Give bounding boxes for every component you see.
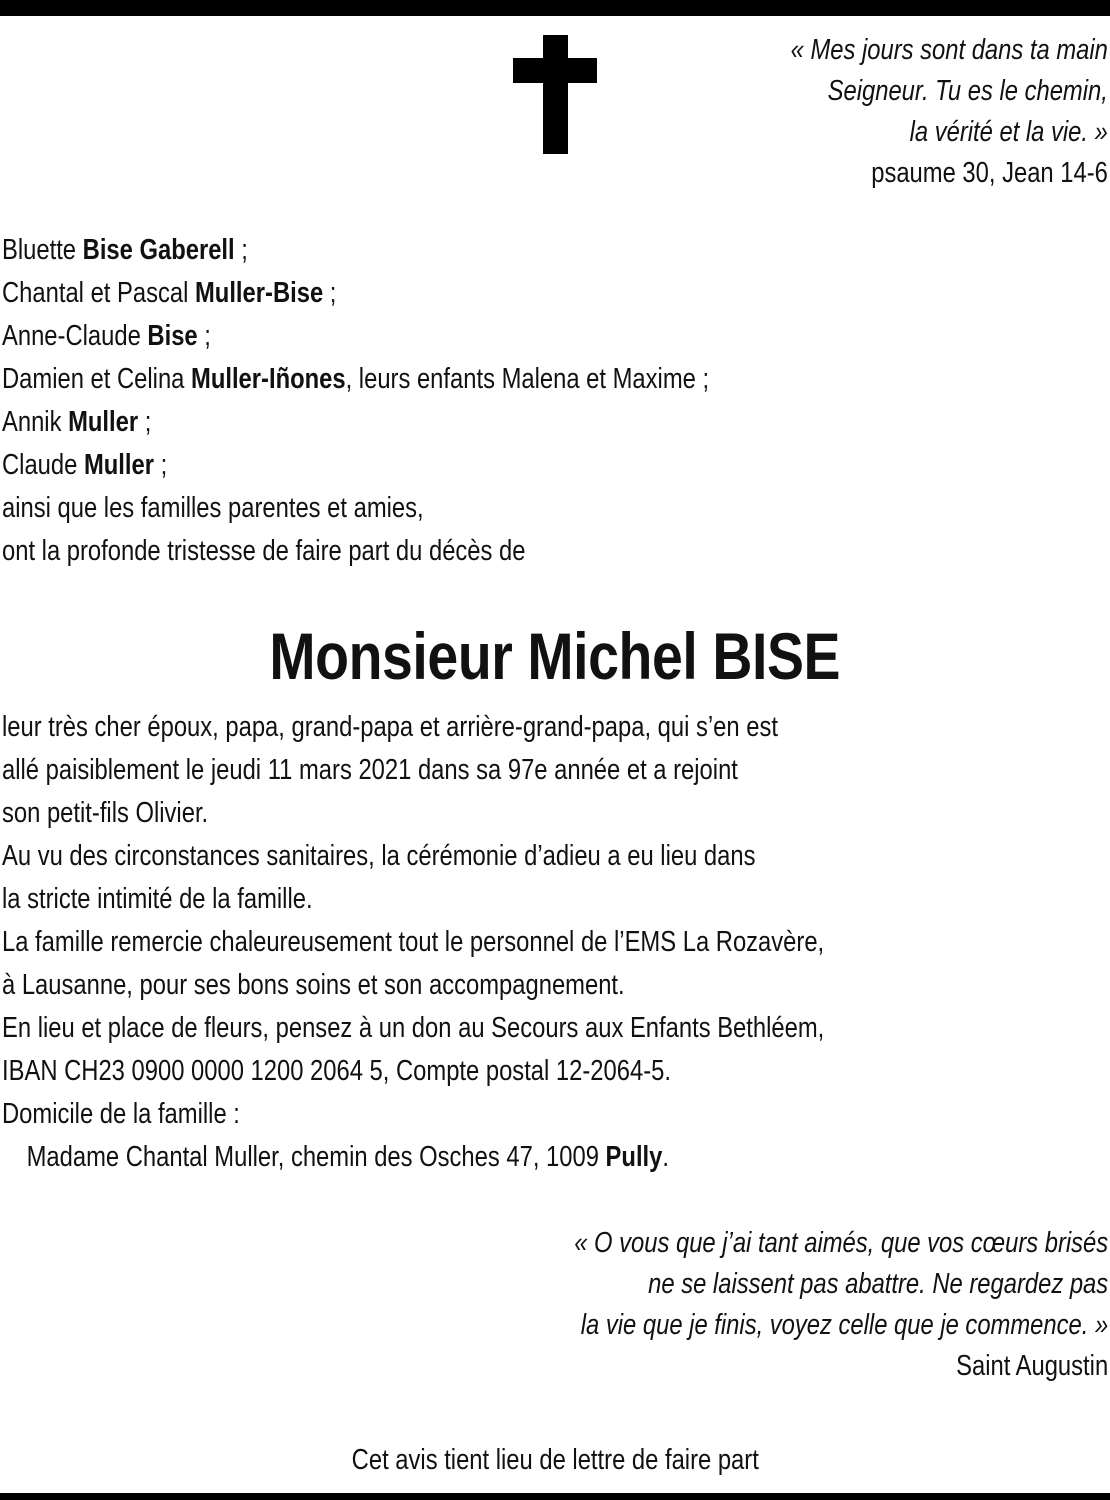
body-line: La famille remercie chaleureusement tout le personnel de l’EMS La Rozavère, <box>2 926 825 958</box>
family-line: Claude Muller ; <box>2 449 168 481</box>
bottom-rule <box>0 1493 1110 1500</box>
body-line: son petit-fils Olivier. <box>2 797 209 829</box>
quote-line: « O vous que j’ai tant aimés, que vos cœurs brisés <box>574 1227 1108 1259</box>
body-line: IBAN CH23 0900 0000 1200 2064 5, Compte postal 12-2064-5. <box>2 1055 671 1087</box>
family-line: ont la profonde tristesse de faire part du décès de <box>2 535 526 567</box>
top-rule <box>0 0 1110 16</box>
family-line: ainsi que les familles parentes et amies, <box>2 492 424 524</box>
body-line: allé paisiblement le jeudi 11 mars 2021 dans sa 97e année et a rejoint <box>2 754 738 786</box>
top-quote <box>791 30 1108 194</box>
bottom-quote <box>574 1223 1108 1387</box>
footer-note: Cet avis tient lieu de lettre de faire part <box>351 1444 759 1476</box>
family-list <box>2 229 709 573</box>
quote-line: « Mes jours sont dans ta main <box>790 34 1108 66</box>
body-line: la stricte intimité de la famille. <box>2 883 313 915</box>
body-line: En lieu et place de fleurs, pensez à un don au Secours aux Enfants Bethléem, <box>2 1012 825 1044</box>
body-line: à Lausanne, pour ses bons soins et son accompagnement. <box>2 969 625 1001</box>
quote-source: Saint Augustin <box>955 1350 1108 1382</box>
quote-line: la vérité et la vie. » <box>909 116 1108 148</box>
family-line: Bluette Bise Gaberell ; <box>2 234 248 266</box>
deceased-name: Monsieur Michel BISE <box>269 619 841 693</box>
quote-line: Seigneur. Tu es le chemin, <box>827 75 1108 107</box>
body-line: Domicile de la famille : <box>2 1098 240 1130</box>
family-address: Madame Chantal Muller, chemin des Osches 47, 1009 Pully. <box>26 1141 670 1173</box>
quote-line: la vie que je finis, voyez celle que je commence. » <box>580 1309 1108 1341</box>
body-line: Au vu des circonstances sanitaires, la cérémonie d’adieu a eu lieu dans <box>2 840 756 872</box>
quote-source: psaume 30, Jean 14-6 <box>871 157 1108 189</box>
body-line: leur très cher époux, papa, grand-papa et arrière-grand-papa, qui s’en est <box>2 711 778 743</box>
quote-line: ne se laissent pas abattre. Ne regardez pas <box>647 1268 1108 1300</box>
cross-icon <box>513 35 597 154</box>
family-line: Chantal et Pascal Muller-Bise ; <box>2 277 337 309</box>
family-line: Damien et Celina Muller-Iñones, leurs enfants Malena et Maxime ; <box>2 363 710 395</box>
notice-body <box>2 706 824 1179</box>
family-line: Annik Muller ; <box>2 406 152 438</box>
family-line: Anne-Claude Bise ; <box>2 320 211 352</box>
